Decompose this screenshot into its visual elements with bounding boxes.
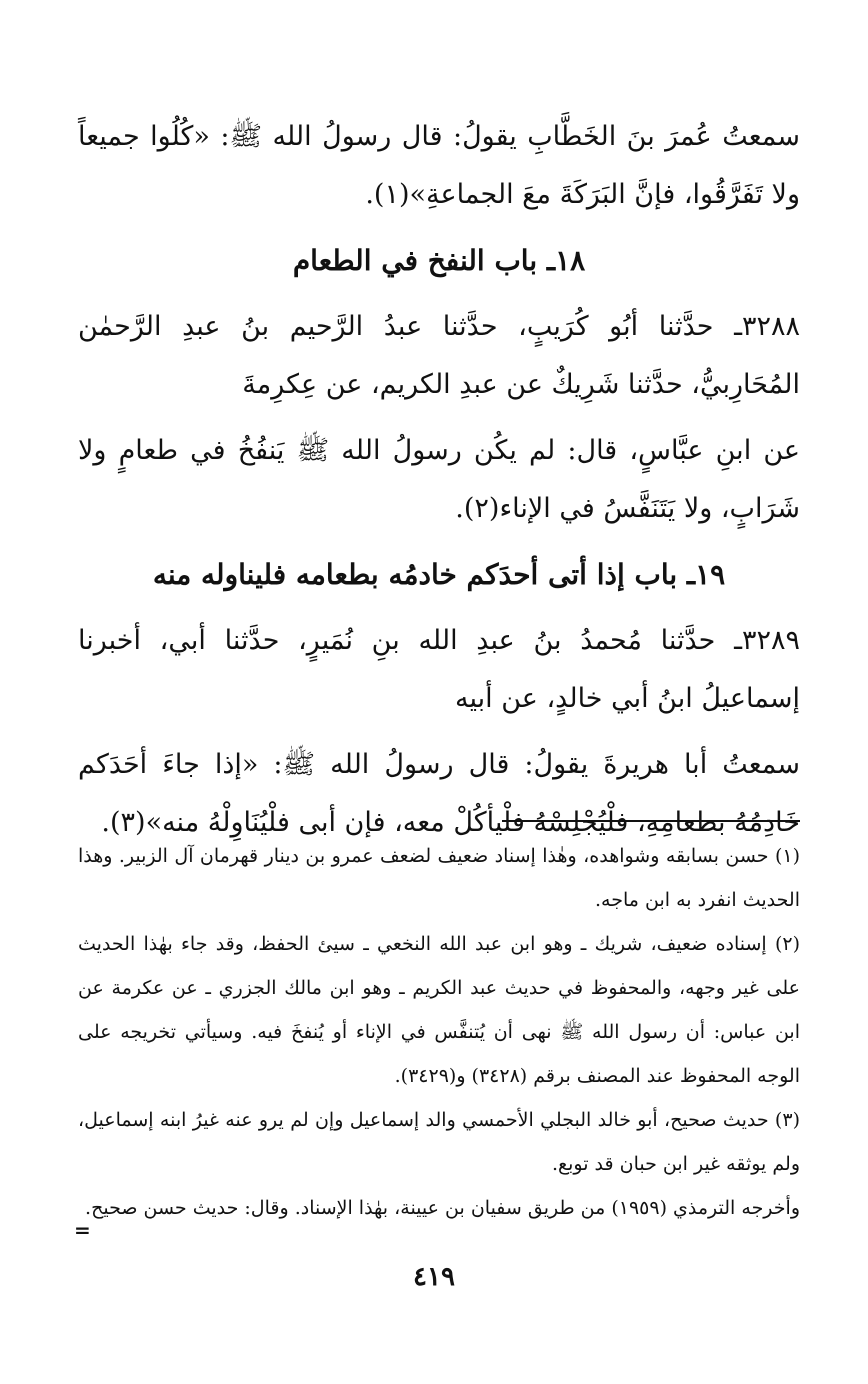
hadith-3288-matn: عن ابنِ عبَّاسٍ، قال: لم يكُن رسولُ الله ﷺ يَنفُخُ في طعامٍ ولا شَرَابٍ، ولا يَتَنَفَّسُ في الإناء(٢). <box>78 435 800 524</box>
footnote-3: (٣) حديث صحيح، أبو خالد البجلي الأحمسي والد إسماعيل وإن لم يرو عنه غيرُ ابنه إسماعيل، ولم يوثقه غير ابن حبان قد توبع. <box>78 1109 800 1175</box>
footnote-3-continued: وأخرجه الترمذي (١٩٥٩) من طريق سفيان بن عيينة، بهٰذا الإسناد. وقال: حديث حسن صحيح. <box>85 1197 800 1219</box>
hadith-3289-isnad: ٣٢٨٩ـ حدَّثنا مُحمدُ بنُ عبدِ الله بنِ نُمَيرٍ، حدَّثنا أبي، أخبرنا إسماعيلُ ابنُ أبي خالدٍ، عن أبيه <box>78 625 800 714</box>
footnote-divider <box>502 820 800 822</box>
chapter-heading-19: ١٩ـ باب إذا أتى أحدَكم خادمُه بطعامه فليناوله منه <box>152 558 726 591</box>
page-number: ٤١٩ <box>413 1262 455 1292</box>
main-text <box>78 108 800 860</box>
hadith-text-continuation: سمعتُ عُمرَ بنَ الخَطَّابِ يقولُ: قال رسولُ الله ﷺ: «كُلُوا جميعاً ولا تَفَرَّقُوا، فإنَّ البَرَكَةَ معَ الجماعةِ»(١). <box>78 121 800 210</box>
continuation-mark: = <box>74 1218 91 1242</box>
footnote-2: (٢) إسناده ضعيف، شريك ـ وهو ابن عبد الله النخعي ـ سيئ الحفظ، وقد جاء بهٰذا الحديث على غير وجهه، والمحفوظ في حديث عبد الكريم ـ وهو ابن مالك الجزري ـ عن عكرمة عن ابن عباس: أن رسول الله ﷺ نهى أن يُتنفَّس في الإناء أو يُنفخَ فيه. وسيأتي تخريجه على الوجه المحفوظ عند المصنف برقم (٣٤٢٨) و(٣٤٢٩). <box>78 933 800 1087</box>
footnotes <box>78 834 800 1230</box>
chapter-heading-18: ١٨ـ باب النفخ في الطعام <box>292 244 586 277</box>
hadith-3288-isnad: ٣٢٨٨ـ حدَّثنا أبُو كُرَيبٍ، حدَّثنا عبدُ الرَّحيم بنُ عبدِ الرَّحمٰن المُحَارِبيُّ، حدَّثنا شَرِيكٌ عن عبدِ الكريم، عن عِكرِمةَ <box>78 311 800 400</box>
hadith-3289-matn: سمعتُ أبا هريرةَ يقولُ: قال رسولُ الله ﷺ: «إذا جاءَ أحَدَكم خَادِمُهُ بطعامِهِ، فلْيُجْلِسْهُ فلْيأكُلْ معه، فإن أبى فلْيُنَاوِلْهُ منه»(٣). <box>78 749 800 838</box>
footnote-1: (١) حسن بسابقه وشواهده، وهٰذا إسناد ضعيف لضعف عمرو بن دينار قهرمان آل الزبير. وهذا الحديث انفرد به ابن ماجه. <box>78 845 800 911</box>
